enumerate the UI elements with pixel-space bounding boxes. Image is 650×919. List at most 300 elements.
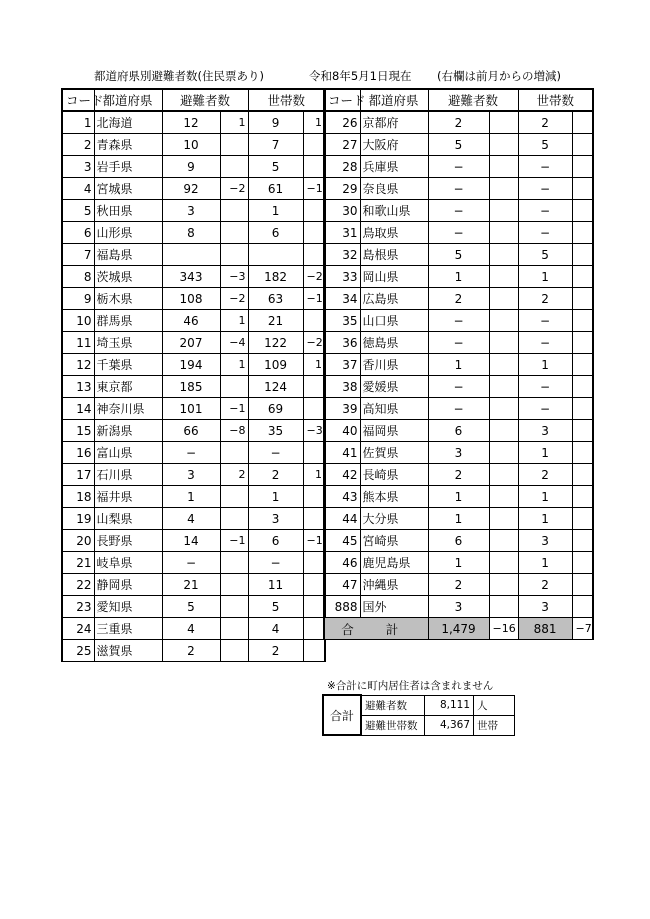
left-table-body bbox=[62, 111, 325, 662]
row-evacuees-change bbox=[220, 376, 248, 398]
row-households: − bbox=[248, 552, 303, 574]
row-households: 63 bbox=[248, 288, 303, 310]
row-prefecture: 宮城県 bbox=[94, 178, 162, 200]
row-households: 5 bbox=[518, 244, 572, 266]
row-code: 43 bbox=[324, 486, 360, 508]
row-code: 47 bbox=[324, 574, 360, 596]
row-evacuees: 101 bbox=[162, 398, 220, 420]
row-prefecture: 佐賀県 bbox=[360, 442, 428, 464]
row-code: 17 bbox=[62, 464, 94, 486]
table-header-row bbox=[324, 89, 593, 111]
row-prefecture: 京都府 bbox=[360, 111, 428, 134]
row-evacuees: − bbox=[428, 310, 489, 332]
row-evacuees-change bbox=[489, 134, 518, 156]
row-households-change bbox=[303, 640, 325, 662]
summary-households-value: 4,367 bbox=[425, 715, 474, 735]
row-households: 5 bbox=[248, 156, 303, 178]
row-code: 888 bbox=[324, 596, 360, 618]
row-evacuees-change bbox=[489, 222, 518, 244]
row-prefecture: 滋賀県 bbox=[94, 640, 162, 662]
row-households: 1 bbox=[518, 442, 572, 464]
row-evacuees-change: 1 bbox=[220, 111, 248, 134]
row-households: − bbox=[248, 442, 303, 464]
row-code: 40 bbox=[324, 420, 360, 442]
row-prefecture: 山形県 bbox=[94, 222, 162, 244]
row-evacuees-change bbox=[489, 552, 518, 574]
row-evacuees-change bbox=[220, 134, 248, 156]
table-row bbox=[62, 420, 325, 442]
row-evacuees: 4 bbox=[162, 508, 220, 530]
table-row bbox=[324, 244, 593, 266]
table-row bbox=[324, 508, 593, 530]
row-households-change bbox=[572, 332, 593, 354]
row-code: 45 bbox=[324, 530, 360, 552]
row-code: 46 bbox=[324, 552, 360, 574]
row-evacuees-change: 1 bbox=[220, 310, 248, 332]
table-row bbox=[62, 200, 325, 222]
table-row bbox=[62, 376, 325, 398]
row-households-change bbox=[572, 552, 593, 574]
row-evacuees-change bbox=[489, 376, 518, 398]
header-households: 世帯数 bbox=[248, 89, 325, 111]
row-households: 69 bbox=[248, 398, 303, 420]
row-evacuees-change bbox=[489, 596, 518, 618]
row-code: 8 bbox=[62, 266, 94, 288]
table-row bbox=[324, 111, 593, 134]
row-evacuees: 3 bbox=[428, 596, 489, 618]
row-households-change bbox=[572, 288, 593, 310]
row-evacuees: 2 bbox=[162, 640, 220, 662]
row-evacuees-change bbox=[489, 420, 518, 442]
row-prefecture: 大阪府 bbox=[360, 134, 428, 156]
row-evacuees-change bbox=[220, 156, 248, 178]
row-code: 13 bbox=[62, 376, 94, 398]
table-row bbox=[62, 552, 325, 574]
row-code: 31 bbox=[324, 222, 360, 244]
row-households: 6 bbox=[248, 222, 303, 244]
row-households: 2 bbox=[518, 464, 572, 486]
row-households-change bbox=[572, 134, 593, 156]
row-households: 4 bbox=[248, 618, 303, 640]
table-row bbox=[62, 178, 325, 200]
table-row bbox=[324, 200, 593, 222]
row-evacuees-change: −1 bbox=[220, 530, 248, 552]
row-code: 34 bbox=[324, 288, 360, 310]
row-households: − bbox=[518, 398, 572, 420]
row-households-change bbox=[572, 222, 593, 244]
table-row bbox=[324, 134, 593, 156]
row-evacuees: − bbox=[428, 200, 489, 222]
row-evacuees-change bbox=[489, 244, 518, 266]
row-households: − bbox=[518, 310, 572, 332]
row-evacuees: 9 bbox=[162, 156, 220, 178]
row-evacuees-change bbox=[489, 486, 518, 508]
row-prefecture: 熊本県 bbox=[360, 486, 428, 508]
row-evacuees: 5 bbox=[428, 134, 489, 156]
row-evacuees: 2 bbox=[428, 288, 489, 310]
row-prefecture: 福岡県 bbox=[360, 420, 428, 442]
row-evacuees-change bbox=[489, 442, 518, 464]
row-code: 7 bbox=[62, 244, 94, 266]
row-prefecture: 三重県 bbox=[94, 618, 162, 640]
row-evacuees: 2 bbox=[428, 111, 489, 134]
total-evacuees-change: −16 bbox=[489, 618, 518, 640]
row-code: 9 bbox=[62, 288, 94, 310]
row-code: 6 bbox=[62, 222, 94, 244]
row-evacuees: 2 bbox=[428, 574, 489, 596]
row-households-change bbox=[572, 178, 593, 200]
row-prefecture: 広島県 bbox=[360, 288, 428, 310]
row-code: 33 bbox=[324, 266, 360, 288]
row-households: 5 bbox=[248, 596, 303, 618]
row-households: 1 bbox=[518, 266, 572, 288]
row-households-change bbox=[303, 222, 325, 244]
row-evacuees: − bbox=[428, 156, 489, 178]
row-households: 61 bbox=[248, 178, 303, 200]
header-code: コード bbox=[324, 89, 360, 111]
header-households: 世帯数 bbox=[518, 89, 593, 111]
row-prefecture: 埼玉県 bbox=[94, 332, 162, 354]
row-households-change: −3 bbox=[303, 420, 325, 442]
row-households: 21 bbox=[248, 310, 303, 332]
row-prefecture: 大分県 bbox=[360, 508, 428, 530]
table-row bbox=[62, 134, 325, 156]
row-evacuees: 92 bbox=[162, 178, 220, 200]
row-households-change: 1 bbox=[303, 464, 325, 486]
row-prefecture: 富山県 bbox=[94, 442, 162, 464]
row-code: 4 bbox=[62, 178, 94, 200]
row-evacuees-change: −2 bbox=[220, 178, 248, 200]
row-households: 182 bbox=[248, 266, 303, 288]
row-evacuees: 108 bbox=[162, 288, 220, 310]
row-code: 26 bbox=[324, 111, 360, 134]
row-evacuees-change: 1 bbox=[220, 354, 248, 376]
row-households-change bbox=[303, 442, 325, 464]
row-evacuees-change bbox=[489, 310, 518, 332]
row-evacuees: 3 bbox=[162, 200, 220, 222]
row-households-change: −1 bbox=[303, 530, 325, 552]
table-row bbox=[324, 552, 593, 574]
row-evacuees-change: −2 bbox=[220, 288, 248, 310]
row-evacuees-change: −8 bbox=[220, 420, 248, 442]
row-evacuees-change bbox=[489, 200, 518, 222]
row-prefecture: 青森県 bbox=[94, 134, 162, 156]
table-row bbox=[62, 486, 325, 508]
row-prefecture: 島根県 bbox=[360, 244, 428, 266]
row-evacuees: − bbox=[162, 552, 220, 574]
right-table-body bbox=[324, 111, 593, 618]
row-evacuees-change bbox=[220, 222, 248, 244]
row-evacuees-change: −4 bbox=[220, 332, 248, 354]
row-households: 3 bbox=[518, 420, 572, 442]
row-code: 29 bbox=[324, 178, 360, 200]
row-households-change bbox=[303, 574, 325, 596]
row-households-change bbox=[572, 376, 593, 398]
row-evacuees-change bbox=[220, 618, 248, 640]
table-row bbox=[324, 398, 593, 420]
row-prefecture: 鹿児島県 bbox=[360, 552, 428, 574]
table-row bbox=[324, 310, 593, 332]
table-row bbox=[62, 618, 325, 640]
table-row bbox=[324, 596, 593, 618]
row-households-change: 1 bbox=[303, 354, 325, 376]
row-prefecture: 茨城県 bbox=[94, 266, 162, 288]
total-evacuees: 1,479 bbox=[428, 618, 489, 640]
row-evacuees-change bbox=[489, 332, 518, 354]
row-households: − bbox=[518, 332, 572, 354]
row-evacuees: − bbox=[162, 442, 220, 464]
document-title: 都道府県別避難者数(住民票あり) bbox=[94, 69, 264, 83]
row-households: 109 bbox=[248, 354, 303, 376]
left-prefecture-table bbox=[61, 88, 326, 662]
row-households-change bbox=[303, 200, 325, 222]
table-row bbox=[324, 288, 593, 310]
row-evacuees-change bbox=[220, 200, 248, 222]
header-evacuees: 避難者数 bbox=[162, 89, 248, 111]
row-code: 30 bbox=[324, 200, 360, 222]
header-evacuees: 避難者数 bbox=[428, 89, 518, 111]
row-code: 16 bbox=[62, 442, 94, 464]
row-evacuees: 10 bbox=[162, 134, 220, 156]
row-evacuees: 1 bbox=[428, 552, 489, 574]
row-code: 19 bbox=[62, 508, 94, 530]
row-evacuees: − bbox=[428, 376, 489, 398]
row-households: 124 bbox=[248, 376, 303, 398]
row-evacuees: 1 bbox=[428, 266, 489, 288]
row-evacuees: − bbox=[428, 178, 489, 200]
row-evacuees-change: −3 bbox=[220, 266, 248, 288]
row-evacuees: 5 bbox=[162, 596, 220, 618]
table-row bbox=[62, 111, 325, 134]
row-prefecture: 北海道 bbox=[94, 111, 162, 134]
table-row bbox=[62, 332, 325, 354]
row-prefecture: 香川県 bbox=[360, 354, 428, 376]
row-households-change: −2 bbox=[303, 266, 325, 288]
row-prefecture: 長野県 bbox=[94, 530, 162, 552]
row-prefecture: 沖縄県 bbox=[360, 574, 428, 596]
row-evacuees: 1 bbox=[162, 486, 220, 508]
row-evacuees-change bbox=[220, 574, 248, 596]
row-code: 25 bbox=[62, 640, 94, 662]
table-row bbox=[62, 640, 325, 662]
table-header-row bbox=[62, 89, 325, 111]
row-prefecture: 岐阜県 bbox=[94, 552, 162, 574]
row-prefecture: 国外 bbox=[360, 596, 428, 618]
table-row bbox=[62, 222, 325, 244]
row-evacuees-change bbox=[220, 486, 248, 508]
row-households: 3 bbox=[248, 508, 303, 530]
row-code: 41 bbox=[324, 442, 360, 464]
row-prefecture: 千葉県 bbox=[94, 354, 162, 376]
table-row bbox=[324, 420, 593, 442]
row-households: 7 bbox=[248, 134, 303, 156]
row-households-change bbox=[572, 464, 593, 486]
row-households: 1 bbox=[518, 552, 572, 574]
row-households: − bbox=[518, 200, 572, 222]
row-code: 18 bbox=[62, 486, 94, 508]
table-row bbox=[324, 156, 593, 178]
row-households-change: −2 bbox=[303, 332, 325, 354]
row-households: 1 bbox=[518, 508, 572, 530]
row-households-change bbox=[572, 574, 593, 596]
row-evacuees: − bbox=[428, 398, 489, 420]
row-code: 27 bbox=[324, 134, 360, 156]
row-evacuees: 4 bbox=[162, 618, 220, 640]
row-households: 6 bbox=[248, 530, 303, 552]
row-code: 3 bbox=[62, 156, 94, 178]
row-evacuees-change bbox=[220, 508, 248, 530]
row-evacuees: 8 bbox=[162, 222, 220, 244]
row-households: 3 bbox=[518, 530, 572, 552]
row-households-change bbox=[303, 508, 325, 530]
row-evacuees-change bbox=[220, 244, 248, 266]
summary-households-unit: 世帯 bbox=[474, 715, 515, 735]
row-prefecture: 秋田県 bbox=[94, 200, 162, 222]
row-households-change bbox=[572, 486, 593, 508]
row-evacuees: 21 bbox=[162, 574, 220, 596]
total-households-change: −7 bbox=[572, 618, 593, 640]
table-row bbox=[324, 464, 593, 486]
row-evacuees: 66 bbox=[162, 420, 220, 442]
row-households-change bbox=[572, 111, 593, 134]
row-households-change bbox=[303, 552, 325, 574]
row-households-change bbox=[303, 398, 325, 420]
row-prefecture: 奈良県 bbox=[360, 178, 428, 200]
row-evacuees: 194 bbox=[162, 354, 220, 376]
row-evacuees-change bbox=[220, 596, 248, 618]
row-households-change bbox=[303, 134, 325, 156]
row-households-change bbox=[303, 596, 325, 618]
row-evacuees-change bbox=[489, 464, 518, 486]
summary-label: 合計 bbox=[323, 695, 361, 735]
row-evacuees bbox=[162, 244, 220, 266]
row-households: 9 bbox=[248, 111, 303, 134]
row-households-change bbox=[303, 244, 325, 266]
total-row bbox=[324, 618, 593, 640]
row-prefecture: 神奈川県 bbox=[94, 398, 162, 420]
row-code: 39 bbox=[324, 398, 360, 420]
row-prefecture: 高知県 bbox=[360, 398, 428, 420]
table-row bbox=[324, 222, 593, 244]
row-evacuees: 185 bbox=[162, 376, 220, 398]
table-row bbox=[62, 530, 325, 552]
header-code: コード bbox=[62, 89, 94, 111]
row-households: − bbox=[518, 178, 572, 200]
row-households-change: −1 bbox=[303, 178, 325, 200]
row-evacuees-change bbox=[220, 442, 248, 464]
row-prefecture: 東京都 bbox=[94, 376, 162, 398]
row-code: 1 bbox=[62, 111, 94, 134]
row-households-change bbox=[572, 200, 593, 222]
row-households-change bbox=[572, 156, 593, 178]
table-row bbox=[62, 244, 325, 266]
row-households: 122 bbox=[248, 332, 303, 354]
row-households-change bbox=[572, 398, 593, 420]
row-evacuees: 12 bbox=[162, 111, 220, 134]
row-households-change bbox=[303, 310, 325, 332]
row-households: 1 bbox=[248, 486, 303, 508]
row-households: 1 bbox=[248, 200, 303, 222]
row-households: 1 bbox=[518, 354, 572, 376]
row-code: 44 bbox=[324, 508, 360, 530]
row-households: 2 bbox=[248, 464, 303, 486]
row-prefecture: 静岡県 bbox=[94, 574, 162, 596]
row-prefecture: 群馬県 bbox=[94, 310, 162, 332]
row-code: 2 bbox=[62, 134, 94, 156]
summary-evacuees-label: 避難者数 bbox=[361, 695, 425, 715]
row-households-change bbox=[572, 310, 593, 332]
total-households: 881 bbox=[518, 618, 572, 640]
row-prefecture: 愛知県 bbox=[94, 596, 162, 618]
row-prefecture: 石川県 bbox=[94, 464, 162, 486]
row-evacuees: 3 bbox=[428, 442, 489, 464]
table-row bbox=[324, 530, 593, 552]
row-code: 20 bbox=[62, 530, 94, 552]
row-evacuees-change bbox=[489, 574, 518, 596]
table-row bbox=[62, 508, 325, 530]
row-prefecture: 新潟県 bbox=[94, 420, 162, 442]
row-code: 37 bbox=[324, 354, 360, 376]
row-households-change bbox=[303, 156, 325, 178]
table-row bbox=[62, 596, 325, 618]
table-row bbox=[324, 354, 593, 376]
row-evacuees: − bbox=[428, 222, 489, 244]
row-households-change: −1 bbox=[303, 288, 325, 310]
table-row bbox=[324, 266, 593, 288]
summary-households-label: 避難世帯数 bbox=[361, 715, 425, 735]
row-prefecture: 岡山県 bbox=[360, 266, 428, 288]
row-prefecture: 愛媛県 bbox=[360, 376, 428, 398]
table-row bbox=[324, 376, 593, 398]
table-row bbox=[62, 398, 325, 420]
row-prefecture: 鳥取県 bbox=[360, 222, 428, 244]
summary-evacuees-unit: 人 bbox=[474, 695, 515, 715]
row-code: 11 bbox=[62, 332, 94, 354]
row-code: 14 bbox=[62, 398, 94, 420]
row-households-change bbox=[303, 486, 325, 508]
row-prefecture: 宮崎県 bbox=[360, 530, 428, 552]
row-evacuees-change bbox=[489, 111, 518, 134]
row-code: 24 bbox=[62, 618, 94, 640]
row-prefecture: 山口県 bbox=[360, 310, 428, 332]
row-code: 36 bbox=[324, 332, 360, 354]
row-evacuees-change bbox=[489, 354, 518, 376]
row-households: 2 bbox=[518, 288, 572, 310]
row-prefecture: 和歌山県 bbox=[360, 200, 428, 222]
row-households: 5 bbox=[518, 134, 572, 156]
row-evacuees-change bbox=[489, 530, 518, 552]
row-code: 5 bbox=[62, 200, 94, 222]
table-row bbox=[324, 486, 593, 508]
row-evacuees: 5 bbox=[428, 244, 489, 266]
table-row bbox=[62, 574, 325, 596]
row-households-change bbox=[572, 354, 593, 376]
table-row bbox=[62, 354, 325, 376]
row-evacuees-change bbox=[220, 552, 248, 574]
row-evacuees-change bbox=[489, 398, 518, 420]
row-code: 32 bbox=[324, 244, 360, 266]
table-row bbox=[62, 442, 325, 464]
row-households-change bbox=[572, 244, 593, 266]
row-households-change bbox=[303, 376, 325, 398]
row-prefecture: 山梨県 bbox=[94, 508, 162, 530]
right-prefecture-table bbox=[323, 88, 594, 640]
row-households: 2 bbox=[248, 640, 303, 662]
row-evacuees-change bbox=[489, 288, 518, 310]
row-evacuees-change bbox=[489, 266, 518, 288]
row-evacuees: 1 bbox=[428, 508, 489, 530]
row-prefecture: 福井県 bbox=[94, 486, 162, 508]
